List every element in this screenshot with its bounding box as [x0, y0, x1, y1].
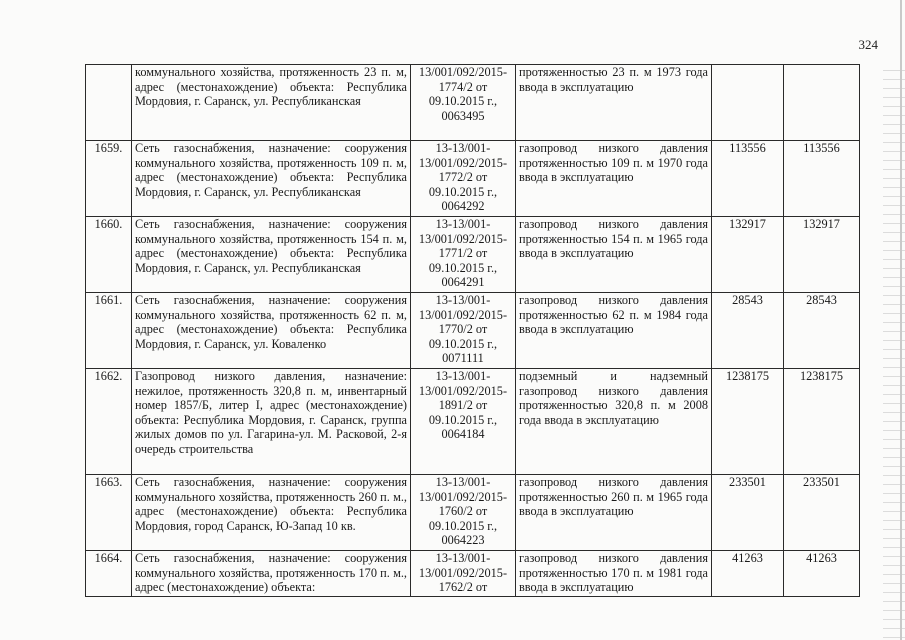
table-row: [86, 65, 860, 141]
object-characteristics: газопровод низкого давления протяженностью 260 п. м 1965 года ввода в эксплуатацию: [516, 475, 712, 551]
table-row: [86, 217, 860, 293]
row-number: 1661.: [86, 293, 132, 369]
registration-record: 13-13/001-13/001/092/2015-1771/2 от 09.10.2015 г., 0064291: [411, 217, 516, 293]
value-cell: 1238175: [784, 369, 860, 475]
row-number: [86, 65, 132, 141]
value-cell: 113556: [784, 141, 860, 217]
object-characteristics: протяженностью 23 п. м 1973 года ввода в эксплуатацию: [516, 65, 712, 141]
row-number: 1662.: [86, 369, 132, 475]
value-cell: 28543: [784, 293, 860, 369]
value-cell: 233501: [784, 475, 860, 551]
object-description: коммунального хозяйства, протяженность 23 п. м, адрес (местонахождение) объекта: Республика Мордовия, г. Саранск, ул. Республиканская: [132, 65, 411, 141]
object-characteristics: газопровод низкого давления протяженностью 62 п. м 1984 года ввода в эксплуатацию: [516, 293, 712, 369]
table-row: [86, 369, 860, 475]
table-row: [86, 475, 860, 551]
table-row: [86, 141, 860, 217]
registration-record: 13-13/001-13/001/092/2015-1772/2 от 09.10.2015 г., 0064292: [411, 141, 516, 217]
value-cell: 41263: [784, 551, 860, 597]
value-cell: 132917: [712, 217, 784, 293]
table-row: [86, 293, 860, 369]
row-number: 1663.: [86, 475, 132, 551]
registration-record: 13-13/001-13/001/092/2015-1760/2 от 09.10.2015 г., 0064223: [411, 475, 516, 551]
object-description: Сеть газоснабжения, назначение: сооружения коммунального хозяйства, протяженность 260 п. м., адрес (местонахождение) объекта: Республика Мордовия, город Саранск, Ю-Запад 10 кв.: [132, 475, 411, 551]
object-description: Сеть газоснабжения, назначение: сооружения коммунального хозяйства, протяженность 154 п. м, адрес (местонахождение) объекта: Республика Мордовия, г. Саранск, ул. Республиканская: [132, 217, 411, 293]
value-cell: 132917: [784, 217, 860, 293]
value-cell: [712, 65, 784, 141]
registration-record: 13-13/001-13/001/092/2015-1762/2 от: [411, 551, 516, 597]
object-characteristics: газопровод низкого давления протяженностью 170 п. м 1981 года ввода в эксплуатацию: [516, 551, 712, 597]
table-row: [86, 551, 860, 597]
value-cell: [784, 65, 860, 141]
row-number: 1664.: [86, 551, 132, 597]
object-characteristics: газопровод низкого давления протяженностью 109 п. м 1970 года ввода в эксплуатацию: [516, 141, 712, 217]
page-border: [900, 0, 902, 640]
row-number: 1659.: [86, 141, 132, 217]
object-description: Сеть газоснабжения, назначение: сооружения коммунального хозяйства, протяженность 109 п. м, адрес (местонахождение) объекта: Республика Мордовия, г. Саранск, ул. Республиканская: [132, 141, 411, 217]
row-number: 1660.: [86, 217, 132, 293]
object-characteristics: газопровод низкого давления протяженностью 154 п. м 1965 года ввода в эксплуатацию: [516, 217, 712, 293]
object-description: Сеть газоснабжения, назначение: сооружения коммунального хозяйства, протяженность 62 п. м, адрес (местонахождение) объекта: Республика Мордовия, г. Саранск, ул. Коваленко: [132, 293, 411, 369]
value-cell: 113556: [712, 141, 784, 217]
property-registry-table: [85, 64, 860, 597]
value-cell: 233501: [712, 475, 784, 551]
registration-record: 13-13/001-13/001/092/2015-1891/2 от 09.10.2015 г., 0064184: [411, 369, 516, 475]
value-cell: 41263: [712, 551, 784, 597]
object-characteristics: подземный и надземный газопровод низкого давления протяженностью 320,8 п. м 2008 года ввода в эксплуатацию: [516, 369, 712, 475]
registration-record: 13/001/092/2015-1774/2 от 09.10.2015 г., 0063495: [411, 65, 516, 141]
object-description: Газопровод низкого давления, назначение: нежилое, протяженность 320,8 п. м, инвентарный номер 1857/Б, литер I, адрес (местонахождение) объекта: Республика Мордовия, г. Саранск, группа жилых домов по ул. Гагарина-ул. М. Расковой, 2-я очередь строительства: [132, 369, 411, 475]
page-number: 324: [858, 37, 878, 52]
value-cell: 28543: [712, 293, 784, 369]
object-description: Сеть газоснабжения, назначение: сооружения коммунального хозяйства, протяженность 170 п. м., адрес (местонахождение) объекта:: [132, 551, 411, 597]
registration-record: 13-13/001-13/001/092/2015-1770/2 от 09.10.2015 г., 0071111: [411, 293, 516, 369]
value-cell: 1238175: [712, 369, 784, 475]
